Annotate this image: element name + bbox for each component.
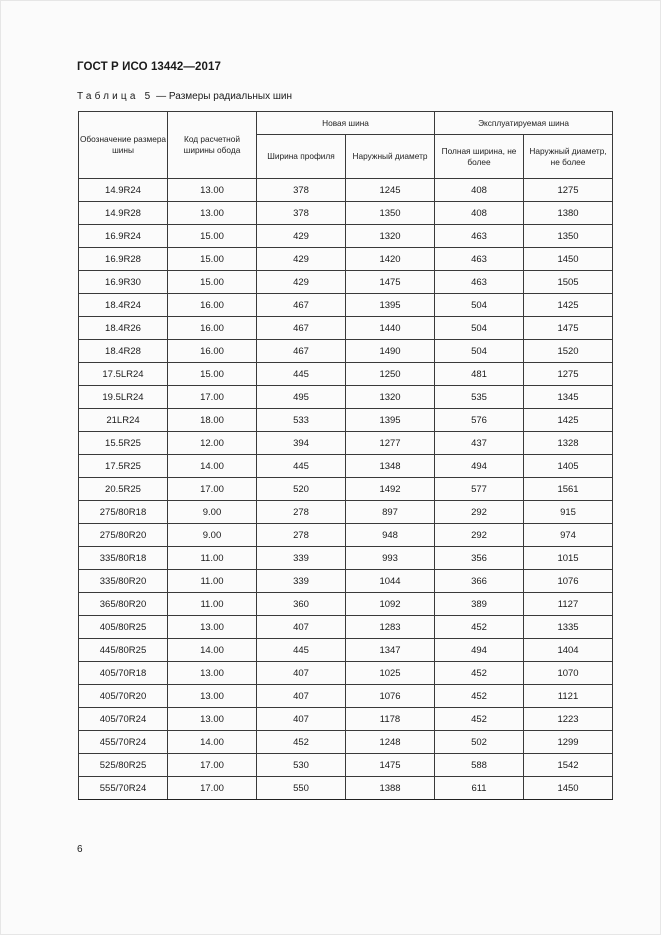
table-cell: 897	[346, 501, 435, 524]
table-cell: 15.00	[168, 225, 257, 248]
table-cell: 577	[435, 478, 524, 501]
table-cell: 1223	[524, 708, 613, 731]
table-cell: 278	[257, 524, 346, 547]
table-cell: 394	[257, 432, 346, 455]
table-cell: 16.00	[168, 317, 257, 340]
table-cell: 20.5R25	[79, 478, 168, 501]
table-row	[79, 271, 613, 294]
table-row	[79, 363, 613, 386]
table-cell: 16.00	[168, 294, 257, 317]
table-cell: 915	[524, 501, 613, 524]
table-cell: 1520	[524, 340, 613, 363]
table-cell: 17.00	[168, 386, 257, 409]
table-cell: 18.4R26	[79, 317, 168, 340]
table-cell: 17.00	[168, 754, 257, 777]
table-row	[79, 570, 613, 593]
table-cell: 1015	[524, 547, 613, 570]
table-cell: 1347	[346, 639, 435, 662]
table-cell: 437	[435, 432, 524, 455]
table-row	[79, 202, 613, 225]
table-cell: 339	[257, 547, 346, 570]
table-row	[79, 409, 613, 432]
table-cell: 15.00	[168, 271, 257, 294]
table-cell: 19.5LR24	[79, 386, 168, 409]
table-cell: 535	[435, 386, 524, 409]
table-cell: 550	[257, 777, 346, 800]
table-cell: 292	[435, 501, 524, 524]
header-outer-diameter-max: Наружный диаметр, не более	[524, 135, 613, 179]
table-cell: 9.00	[168, 524, 257, 547]
table-row	[79, 547, 613, 570]
table-cell: 1420	[346, 248, 435, 271]
table-cell: 481	[435, 363, 524, 386]
table-cell: 278	[257, 501, 346, 524]
table-cell: 1350	[346, 202, 435, 225]
table-cell: 455/70R24	[79, 731, 168, 754]
table-cell: 611	[435, 777, 524, 800]
table-cell: 445	[257, 455, 346, 478]
table-cell: 1335	[524, 616, 613, 639]
table-cell: 405/70R18	[79, 662, 168, 685]
table-cell: 1320	[346, 225, 435, 248]
table-cell: 12.00	[168, 432, 257, 455]
table-cell: 445	[257, 639, 346, 662]
table-cell: 463	[435, 225, 524, 248]
table-cell: 1388	[346, 777, 435, 800]
table-cell: 275/80R20	[79, 524, 168, 547]
table-cell: 1275	[524, 179, 613, 202]
table-cell: 1350	[524, 225, 613, 248]
table-cell: 1121	[524, 685, 613, 708]
table-cell: 275/80R18	[79, 501, 168, 524]
table-cell: 17.00	[168, 777, 257, 800]
table-cell: 16.9R30	[79, 271, 168, 294]
table-cell: 14.00	[168, 455, 257, 478]
table-cell: 520	[257, 478, 346, 501]
table-cell: 9.00	[168, 501, 257, 524]
table-cell: 405/80R25	[79, 616, 168, 639]
table-cell: 365/80R20	[79, 593, 168, 616]
table-cell: 1395	[346, 409, 435, 432]
table-row	[79, 731, 613, 754]
table-cell: 1044	[346, 570, 435, 593]
table-cell: 452	[257, 731, 346, 754]
table-cell: 1404	[524, 639, 613, 662]
table-cell: 15.00	[168, 248, 257, 271]
table-cell: 1283	[346, 616, 435, 639]
table-cell: 407	[257, 708, 346, 731]
table-cell: 13.00	[168, 662, 257, 685]
table-cell: 1475	[524, 317, 613, 340]
table-row	[79, 294, 613, 317]
table-cell: 16.9R28	[79, 248, 168, 271]
table-cell: 530	[257, 754, 346, 777]
table-body	[79, 179, 613, 800]
table-cell: 495	[257, 386, 346, 409]
table-cell: 1450	[524, 777, 613, 800]
table-cell: 452	[435, 662, 524, 685]
table-cell: 1275	[524, 363, 613, 386]
table-row	[79, 501, 613, 524]
table-cell: 1277	[346, 432, 435, 455]
table-cell: 993	[346, 547, 435, 570]
table-cell: 1025	[346, 662, 435, 685]
header-profile-width: Ширина профиля	[257, 135, 346, 179]
table-cell: 1178	[346, 708, 435, 731]
table-cell: 1440	[346, 317, 435, 340]
table-cell: 13.00	[168, 708, 257, 731]
table-row	[79, 777, 613, 800]
table-cell: 408	[435, 179, 524, 202]
table-cell: 504	[435, 340, 524, 363]
table-row	[79, 708, 613, 731]
table-cell: 11.00	[168, 593, 257, 616]
table-cell: 16.9R24	[79, 225, 168, 248]
table-cell: 14.9R28	[79, 202, 168, 225]
table-row	[79, 317, 613, 340]
table-row	[79, 639, 613, 662]
table-cell: 1320	[346, 386, 435, 409]
table-cell: 1328	[524, 432, 613, 455]
table-cell: 16.00	[168, 340, 257, 363]
table-cell: 445	[257, 363, 346, 386]
table-cell: 407	[257, 616, 346, 639]
table-row	[79, 593, 613, 616]
table-cell: 1245	[346, 179, 435, 202]
table-cell: 14.9R24	[79, 179, 168, 202]
header-new-tire: Новая шина	[257, 112, 435, 135]
table-cell: 405/70R24	[79, 708, 168, 731]
table-cell: 1076	[346, 685, 435, 708]
table-caption-label: Таблица 5	[77, 91, 154, 102]
table-cell: 13.00	[168, 202, 257, 225]
radial-tire-dimensions-table	[78, 111, 613, 800]
table-cell: 18.4R24	[79, 294, 168, 317]
table-cell: 335/80R18	[79, 547, 168, 570]
table-cell: 1425	[524, 294, 613, 317]
table-row	[79, 524, 613, 547]
table-cell: 1492	[346, 478, 435, 501]
table-cell: 17.5LR24	[79, 363, 168, 386]
table-cell: 467	[257, 317, 346, 340]
table-cell: 948	[346, 524, 435, 547]
table-cell: 1076	[524, 570, 613, 593]
table-cell: 13.00	[168, 685, 257, 708]
table-row	[79, 685, 613, 708]
table-cell: 292	[435, 524, 524, 547]
table-cell: 452	[435, 616, 524, 639]
table-cell: 1405	[524, 455, 613, 478]
table-cell: 18.4R28	[79, 340, 168, 363]
table-row	[79, 248, 613, 271]
table-cell: 1450	[524, 248, 613, 271]
table-cell: 17.5R25	[79, 455, 168, 478]
table-cell: 463	[435, 271, 524, 294]
table-cell: 1475	[346, 271, 435, 294]
table-cell: 14.00	[168, 639, 257, 662]
table-row	[79, 179, 613, 202]
table-cell: 15.5R25	[79, 432, 168, 455]
table-cell: 1299	[524, 731, 613, 754]
header-outer-diameter-new: Наружный диаметр	[346, 135, 435, 179]
table-header-row-1	[79, 112, 613, 135]
table-cell: 335/80R20	[79, 570, 168, 593]
table-cell: 11.00	[168, 570, 257, 593]
table-cell: 378	[257, 202, 346, 225]
table-cell: 1127	[524, 593, 613, 616]
table-cell: 18.00	[168, 409, 257, 432]
table-row	[79, 478, 613, 501]
table-cell: 1092	[346, 593, 435, 616]
header-designation: Обозначение размера шины	[79, 112, 168, 179]
table-cell: 366	[435, 570, 524, 593]
table-cell: 378	[257, 179, 346, 202]
table-cell: 1425	[524, 409, 613, 432]
table-cell: 429	[257, 248, 346, 271]
table-cell: 1561	[524, 478, 613, 501]
table-cell: 494	[435, 639, 524, 662]
table-cell: 1070	[524, 662, 613, 685]
table-cell: 1490	[346, 340, 435, 363]
table-cell: 1345	[524, 386, 613, 409]
table-row	[79, 225, 613, 248]
table-cell: 494	[435, 455, 524, 478]
table-row	[79, 455, 613, 478]
table-cell: 555/70R24	[79, 777, 168, 800]
table-cell: 15.00	[168, 363, 257, 386]
table-cell: 17.00	[168, 478, 257, 501]
table-row	[79, 432, 613, 455]
table-cell: 452	[435, 685, 524, 708]
table-cell: 21LR24	[79, 409, 168, 432]
header-rim-code: Код расчетной ширины обода	[168, 112, 257, 179]
table-cell: 405/70R20	[79, 685, 168, 708]
table-cell: 407	[257, 662, 346, 685]
table-row	[79, 754, 613, 777]
table-cell: 389	[435, 593, 524, 616]
table-cell: 467	[257, 340, 346, 363]
table-cell: 1505	[524, 271, 613, 294]
table-cell: 974	[524, 524, 613, 547]
table-cell: 1348	[346, 455, 435, 478]
table-cell: 339	[257, 570, 346, 593]
header-full-width-max: Полная ширина, не более	[435, 135, 524, 179]
table-cell: 13.00	[168, 179, 257, 202]
table-cell: 1250	[346, 363, 435, 386]
table-row	[79, 386, 613, 409]
table-cell: 14.00	[168, 731, 257, 754]
table-row	[79, 616, 613, 639]
page-number: 6	[77, 844, 83, 855]
table-cell: 429	[257, 225, 346, 248]
table-cell: 588	[435, 754, 524, 777]
table-cell: 1248	[346, 731, 435, 754]
table-cell: 1380	[524, 202, 613, 225]
table-cell: 463	[435, 248, 524, 271]
table-cell: 452	[435, 708, 524, 731]
table-cell: 1542	[524, 754, 613, 777]
table-cell: 467	[257, 294, 346, 317]
table-cell: 525/80R25	[79, 754, 168, 777]
table-cell: 356	[435, 547, 524, 570]
table-cell: 360	[257, 593, 346, 616]
table-caption	[77, 91, 292, 102]
table-cell: 445/80R25	[79, 639, 168, 662]
table-cell: 11.00	[168, 547, 257, 570]
table-cell: 576	[435, 409, 524, 432]
table-cell: 429	[257, 271, 346, 294]
table-cell: 1395	[346, 294, 435, 317]
header-used-tire: Эксплуатируемая шина	[435, 112, 613, 135]
table-cell: 504	[435, 317, 524, 340]
table-cell: 13.00	[168, 616, 257, 639]
table-cell: 533	[257, 409, 346, 432]
standard-title: ГОСТ Р ИСО 13442—2017	[77, 61, 222, 73]
table-caption-text: — Размеры радиальных шин	[153, 91, 293, 102]
table-cell: 408	[435, 202, 524, 225]
table-cell: 502	[435, 731, 524, 754]
table-cell: 1475	[346, 754, 435, 777]
table-row	[79, 340, 613, 363]
table-row	[79, 662, 613, 685]
table-cell: 407	[257, 685, 346, 708]
table-cell: 504	[435, 294, 524, 317]
